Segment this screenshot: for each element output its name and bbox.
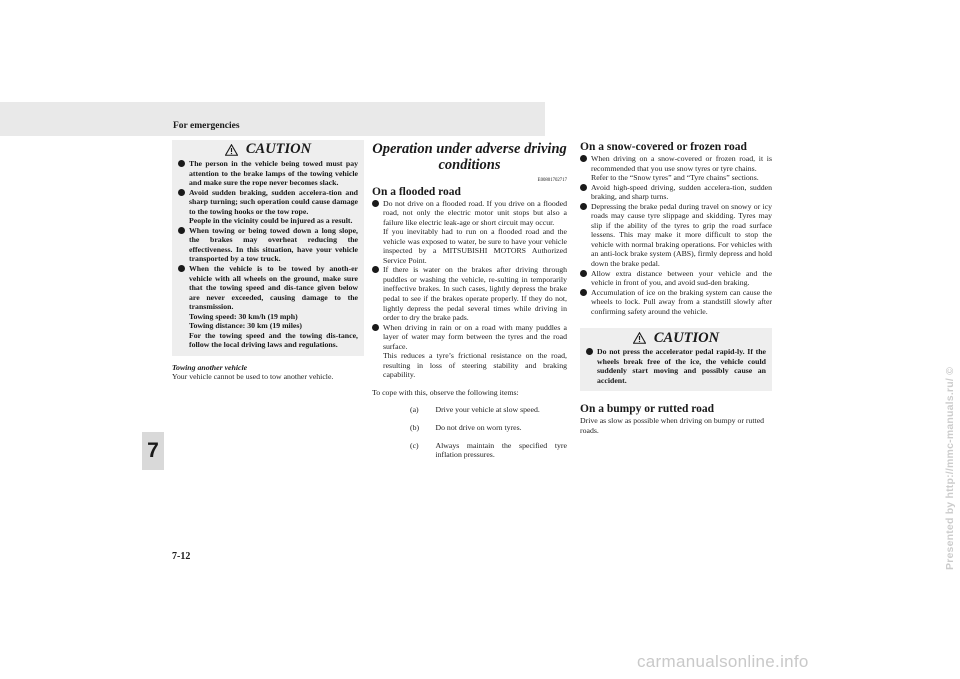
list-item: Allow extra distance between your vehicle and the vehicle in front of you, and avoid sud-den braking. [580, 269, 772, 288]
subheading-towing-another: Towing another vehicle [172, 362, 248, 372]
paragraph: Drive as slow as possible when driving on bumpy or rutted roads. [580, 416, 765, 436]
heading-bumpy-road: On a bumpy or rutted road [580, 403, 715, 416]
heading-snow-road: On a snow-covered or frozen road [580, 141, 747, 153]
list-item: If there is water on the brakes after driving through puddles or washing the vehicle, re-sulting in temporarily ineffective brakes. In such cases, lightly depress the brake pedal to see if the brakes operate properly. If they do not, lightly depress the pedal several times while driving in order to dry the brake pads. [372, 265, 567, 322]
list-item: When driving on a snow-covered or frozen road, it is recommended that you use snow tyres or tyre chains. Refer to the “Snow tyres” and “Tyre chains” sections. [580, 154, 772, 183]
cope-item: (a) Drive your vehicle at slow speed. [410, 405, 540, 415]
caution-item: Avoid sudden braking, sudden accelera-tion and sharp turning; such operation could cause damage to the towing hooks or the tow rope. People in the vicinity could be injured as a result. [178, 188, 358, 226]
caution-item: The person in the vehicle being towed must pay attention to the brake lamps of the towing vehicle and make sure the rope never becomes slack. [178, 159, 358, 188]
caution-box-ice [580, 328, 772, 391]
section-title: Operation under adverse driving conditions [372, 141, 567, 173]
list-item: When driving in rain or on a road with many puddles a layer of water may form between the tyres and the road surface. This reduces a tyre’s frictional resistance on the road, resulting in loss of steering stability and braking capability. [372, 323, 567, 380]
list-item: Accumulation of ice on the braking system can cause the wheels to lock. Pull away from a standstill slowly after confirming safety around the vehicle. [580, 288, 772, 317]
heading-flooded-road: On a flooded road [372, 185, 461, 198]
right-column [580, 141, 772, 436]
caution-item: When towing or being towed down a long slope, the brakes may overheat reducing the effectiveness. In this situation, have your vehicle transported by a tow truck. [178, 226, 358, 264]
warning-triangle-icon [633, 332, 646, 344]
footer-watermark: carmanualsonline.info [637, 652, 809, 671]
cope-items [410, 405, 567, 467]
list-item: Depressing the brake pedal during travel on snowy or icy roads may cause tyre slippage and skidding. Tyres may slip if the ability of the tyres to grip the road surface lessens. This may make it more difficult to stop the vehicle with normal braking operations. For vehicles with an anti-lock brake system (ABS), firmly depress and hold down the brake pedal. [580, 202, 772, 269]
page-number: 7-12 [172, 551, 191, 562]
section-code: E00801702717 [537, 178, 567, 183]
header-band [0, 102, 545, 136]
caution-item: When the vehicle is to be towed by anoth-er vehicle with all wheels on the ground, make sure that the towing speed and dis-tance given below are never exceeded, causing damage to the transmission. Towing speed: 30 km/h (19 mph) Towing distance: 30 km (19 miles) For the towing speed and the towing dis-tance, follow the local driving laws and regulations. [178, 264, 358, 350]
cope-item: (b) Do not drive on worn tyres. [410, 423, 522, 433]
caution-title: CAUTION [586, 332, 766, 344]
caution-box-towing [172, 140, 364, 356]
section-header: For emergencies [173, 121, 240, 131]
side-watermark: Presented by http://mmc-manuals.ru/ © [944, 366, 956, 570]
cope-item: (c) Always maintain the specified tyre inflation pressures. [410, 440, 567, 460]
middle-column [372, 141, 567, 468]
chapter-tab: 7 [142, 432, 164, 470]
towing-speed: Towing speed: 30 km/h (19 mph) [189, 311, 298, 321]
paragraph: To cope with this, observe the following items: [372, 387, 519, 397]
list-item: Avoid high-speed driving, sudden accelera-tion, sudden braking, and sharp turns. [580, 183, 772, 202]
list-item: Do not drive on a flooded road. If you drive on a flooded road, not only the electric motor unit stops but also a failure like electric leak-age or short circuit may occur. If you inevitably had to run on a flooded road and the vehicle was exposed to water, be sure to have your vehicle inspected by a MITSUBISHI MOTORS Authorized Service Point. [372, 199, 567, 266]
caution-item: Do not press the accelerator pedal rapid-ly. If the wheels break free of the ice, the vehicle could suddenly start moving and possibly cause an accident. [586, 347, 766, 385]
caution-title: CAUTION [178, 144, 358, 156]
paragraph: Your vehicle cannot be used to tow another vehicle. [172, 372, 334, 382]
left-column [172, 140, 364, 382]
towing-distance: Towing distance: 30 km (19 miles) [189, 321, 302, 331]
warning-triangle-icon [225, 144, 238, 156]
